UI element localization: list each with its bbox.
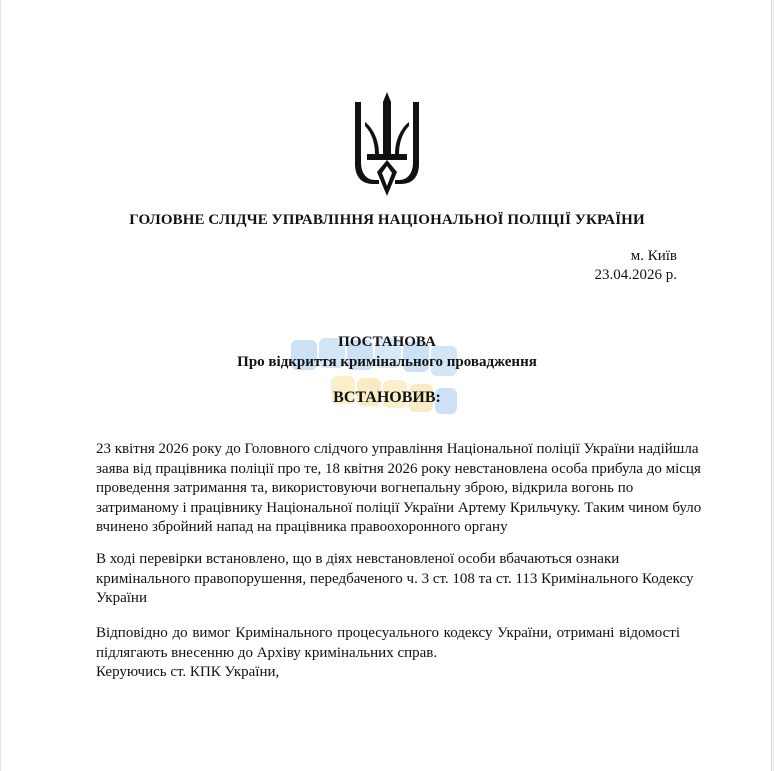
paragraph-line: В ході перевірки встановлено, що в діях невстановленої особи вбачаються ознаки — [96, 551, 620, 567]
paragraph-line: Керуючись ст. КПК України, — [96, 664, 280, 680]
paragraph-line: затриманому і працівнику Національної поліції України Артему Крильчуку. Таким чином було — [96, 499, 702, 516]
paragraph-findings — [96, 550, 694, 609]
document-date: 23.04.2026 р. — [594, 267, 677, 283]
agency-name: ГОЛОВНЕ СЛІДЧЕ УПРАВЛІННЯ НАЦІОНАЛЬНОЇ ПОЛІЦІЇ УКРАЇНИ — [129, 212, 645, 228]
paragraph-line: підлягають внесенню до Архіву кримінальних справ. — [96, 644, 438, 661]
document-place: м. Київ — [630, 248, 677, 264]
paragraph-line: кримінального правопорушення, передбаченого ч. 3 ст. 108 та ст. 113 Кримінального Кодексу — [96, 570, 694, 587]
paragraph-line: Відповідно до вимог Кримінального процесуального кодексу України, отримані відомості — [96, 625, 680, 641]
document-subtitle: Про відкриття кримінального провадження — [237, 354, 537, 370]
paragraph-line: України — [96, 590, 147, 606]
paragraph-incident — [96, 440, 702, 538]
trident-coat-of-arms-icon — [353, 92, 421, 196]
established-heading: ВСТАНОВИВ: — [333, 389, 441, 406]
document-title: ПОСТАНОВА — [338, 334, 436, 350]
paragraph-line: 23 квітня 2026 року до Головного слідчого управління Національної поліції України надійшла — [96, 441, 699, 457]
paragraph-line: вчинено збройний напад на працівника правоохоронного органу — [96, 519, 508, 535]
paragraph-basis — [96, 624, 680, 683]
paragraph-line: заява від працівника поліції про те, 18 квітня 2026 року невстановлена особа прибула до місця — [96, 460, 701, 477]
paragraph-line: проведення затримання та, використовуючи вогнепальну зброю, відкрила вогонь по — [96, 480, 634, 496]
